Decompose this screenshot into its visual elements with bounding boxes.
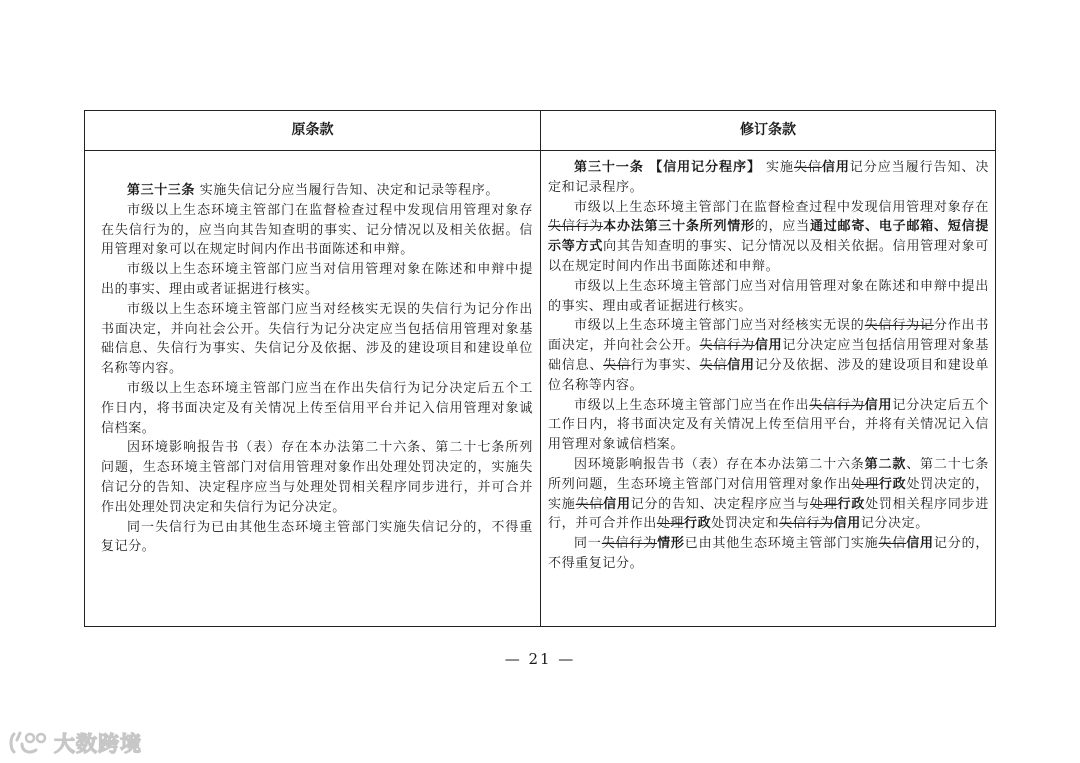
original-paragraph: 同一失信行为已由其他生态环境主管部门实施失信记分的，不得重复记分。 xyxy=(101,519,533,555)
deleted-text: 处理 xyxy=(809,496,838,512)
article-title: 第三十一条 【信用记分程序】 xyxy=(574,160,761,175)
column-divider xyxy=(540,111,541,626)
deleted-text: 失信 xyxy=(699,357,728,373)
revised-paragraph: 第三十一条 【信用记分程序】 实施失信信用记分应当履行告知、决定和记录程序。 xyxy=(548,160,989,195)
added-text: 行政 xyxy=(837,496,866,512)
deleted-text: 失信 xyxy=(793,160,822,175)
added-text: 信用 xyxy=(603,496,631,512)
deleted-text: 失信行为记 xyxy=(864,318,934,334)
added-text: 本办法第三十条所列情形 xyxy=(603,219,755,235)
added-text: 行政 xyxy=(684,516,712,532)
original-paragraph: 市级以上生态环境主管部门应当对信用管理对象在陈述和申辩中提出的事实、理由或者证据进行核实。 xyxy=(101,262,533,297)
added-text: 情形 xyxy=(657,536,685,552)
original-paragraph: 市级以上生态环境主管部门应当对经核实无误的失信行为记分作出书面决定，并向社会公开。失信行为记分决定应当包括信用管理对象基础信息、失信行为事实、失信记分及依据、涉及的建设项目和建设单位名称等内容。 xyxy=(101,301,533,377)
added-text: 信用 xyxy=(864,397,893,413)
revised-clause-column xyxy=(548,158,989,574)
added-text: 第二款 xyxy=(864,456,907,472)
header-revised: 修订条款 xyxy=(740,122,796,138)
deleted-text: 失信行为 xyxy=(699,338,755,354)
added-text: 信用 xyxy=(833,516,861,532)
revised-paragraph: 同一失信行为情形已由其他生态环境主管部门实施失信信用记分的，不得重复记分。 xyxy=(548,536,990,571)
deleted-text: 失信 xyxy=(603,357,631,373)
original-paragraph: 市级以上生态环境主管部门在监督检查过程中发现信用管理对象存在失信行为的，应当向其告知查明的事实、记分情况以及相关依据。信用管理对象可以在规定时间内作出书面陈述和申辩。 xyxy=(101,202,533,258)
deleted-text: 失信 xyxy=(575,496,604,512)
deleted-text: 失信 xyxy=(878,536,907,552)
deleted-text: 失信行为 xyxy=(809,397,865,413)
header-original: 原条款 xyxy=(291,122,334,138)
original-paragraph: 因环境影响报告书（表）存在本办法第二十六条、第二十七条所列问题，生态环境主管部门对信用管理对象作出处理处罚决定的，实施失信记分的告知、决定程序应当与处理处罚相关程序同步进行，并可合并作出处理处罚决定和失信行为记分决定。 xyxy=(101,440,533,515)
article-title: 第三十三条 xyxy=(127,183,196,198)
added-text: 信用 xyxy=(906,536,934,552)
added-text: 通过邮寄、电子邮箱、短信提示等方式 xyxy=(548,219,990,255)
revised-paragraph: 因环境影响报告书（表）存在本办法第二十六条第二款、第二十七条所列问题，生态环境主管部门对信用管理对象作出处理行政处罚决定的，实施失信信用记分的告知、决定程序应当与处理行政处罚相关程序同步进行，并可合并作出处理行政处罚决定和失信行为信用记分决定。 xyxy=(548,456,990,532)
watermark-text: 大数跨境 xyxy=(54,732,142,756)
added-text: 信用 xyxy=(727,357,755,373)
revised-paragraph: 市级以上生态环境主管部门应当对信用管理对象在陈述和申辩中提出的事实、理由或者证据进行核实。 xyxy=(548,278,989,314)
deleted-text: 失信行为 xyxy=(779,516,834,532)
deleted-text: 处理 xyxy=(656,516,685,532)
revised-paragraph: 市级以上生态环境主管部门在监督检查过程中发现信用管理对象存在失信行为本办法第三十条所列情形的，应当通过邮寄、电子邮箱、短信提示等方式向其告知查明的事实、记分情况以及相关依据。信用管理对象可以在规定时间内作出书面陈述和申辩。 xyxy=(548,199,990,274)
added-text: 行政 xyxy=(878,476,907,492)
original-clause-column xyxy=(101,181,533,557)
added-text: 信用 xyxy=(821,160,850,175)
page-number: — 21 — xyxy=(504,650,576,668)
added-text: 信用 xyxy=(754,338,783,354)
original-paragraph: 第三十三条 实施失信记分应当履行告知、决定和记录等程序。 xyxy=(127,183,499,198)
original-paragraph: 市级以上生态环境主管部门应当在作出失信行为记分决定后五个工作日内，将书面决定及有关情况上传至信用平台并记入信用管理对象诚信档案。 xyxy=(101,380,533,436)
watermark xyxy=(8,728,142,758)
comparison-table xyxy=(84,110,996,627)
deleted-text: 失信行为 xyxy=(601,536,658,552)
header-divider xyxy=(85,150,995,151)
deleted-text: 失信行为 xyxy=(548,219,604,235)
deleted-text: 处理 xyxy=(851,476,879,492)
revised-paragraph: 市级以上生态环境主管部门应当在作出失信行为信用记分决定后五个工作日内，将书面决定及有关情况上传至信用平台，并将有关情况记入信用管理对象诚信档案。 xyxy=(548,397,990,453)
revised-paragraph: 市级以上生态环境主管部门应当对经核实无误的失信行为记分作出书面决定，并向社会公开。失信行为信用记分决定应当包括信用管理对象基础信息、失信行为事实、失信信用记分及依据、涉及的建设项目和建设单位名称等内容。 xyxy=(548,318,990,393)
brand-logo-icon xyxy=(8,730,50,756)
